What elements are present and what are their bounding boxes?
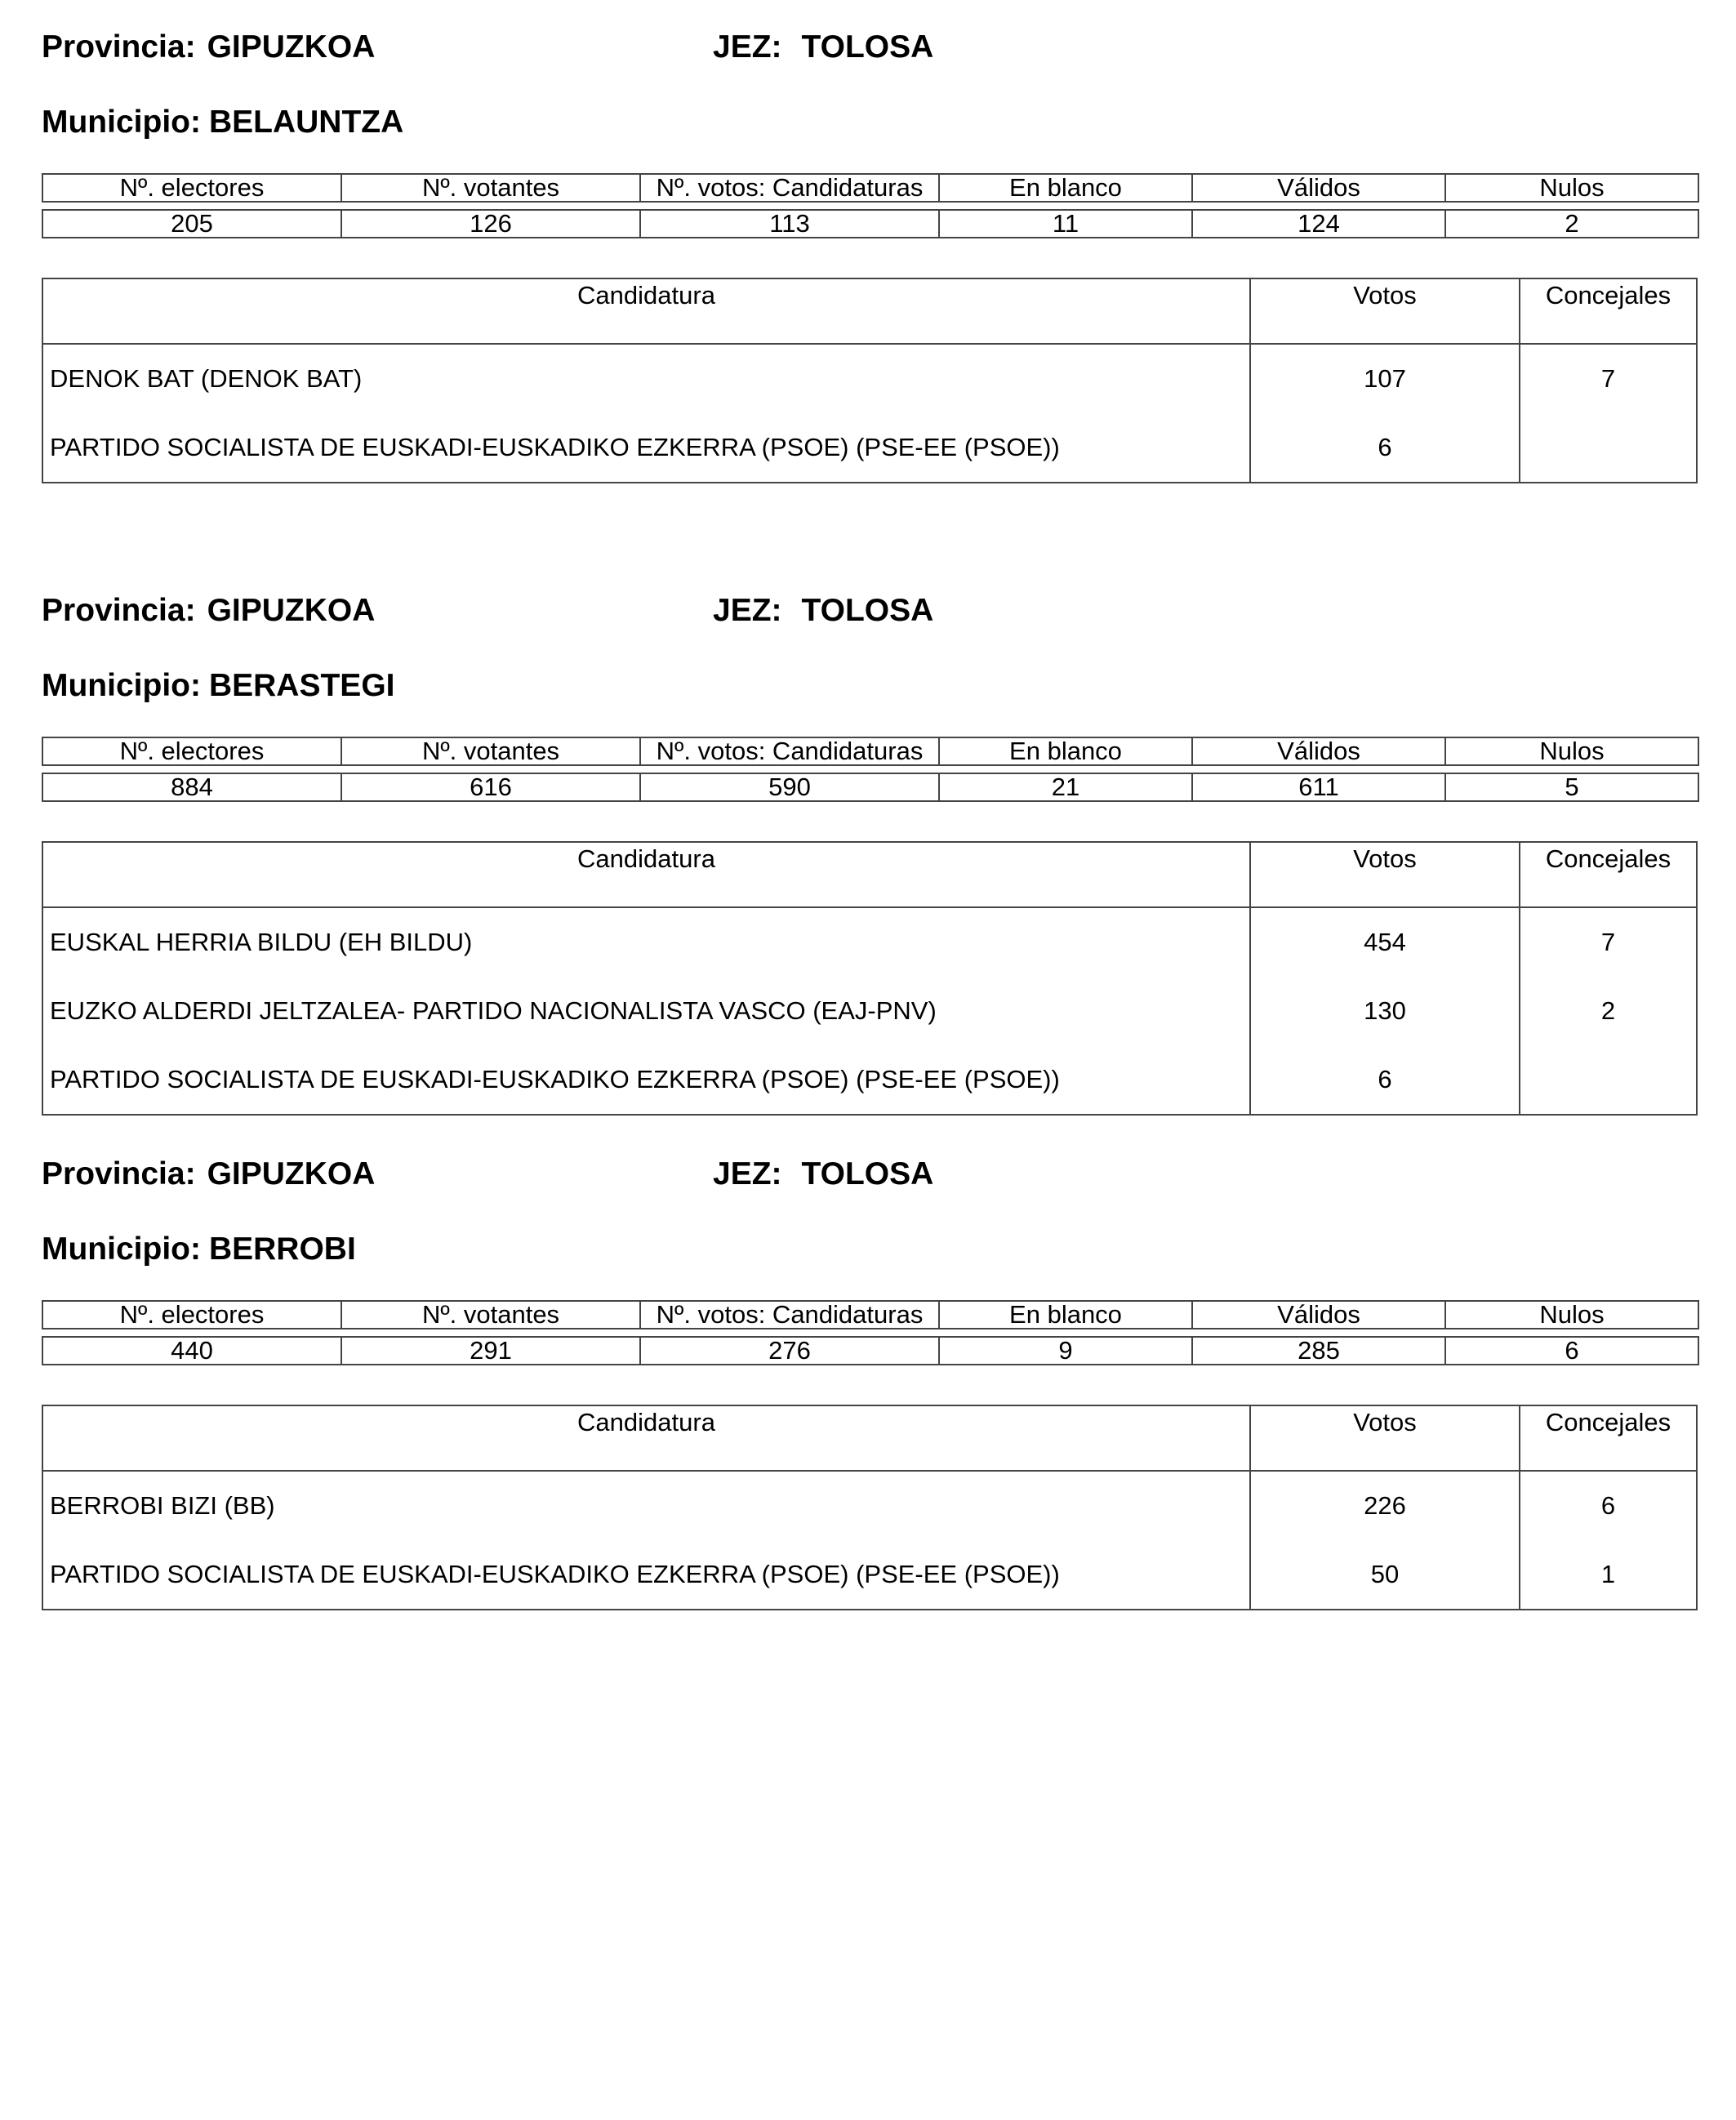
stats-value-nulos: 6 — [1445, 1337, 1698, 1365]
stats-table — [42, 1300, 1699, 1365]
municipio-label: Municipio: — [42, 105, 201, 140]
stats-value-votantes: 291 — [341, 1337, 640, 1365]
stats-value-votos-candidaturas: 113 — [640, 210, 939, 238]
stats-value-electores: 205 — [42, 210, 341, 238]
stats-header-electores: Nº. electores — [42, 737, 341, 765]
municipio-line — [42, 668, 395, 704]
candidatura-votos: 226 — [1251, 1472, 1520, 1540]
jez-line — [713, 29, 933, 65]
stats-value-nulos: 2 — [1445, 210, 1698, 238]
votos-header: Votos — [1251, 1406, 1520, 1470]
stats-value-electores: 884 — [42, 773, 341, 801]
provincia-label: Provincia: — [42, 29, 196, 65]
stats-header-validos: Válidos — [1192, 737, 1445, 765]
stats-header-validos: Válidos — [1192, 1301, 1445, 1329]
candidatura-votos: 454 — [1251, 908, 1520, 977]
stats-value-votantes: 126 — [341, 210, 640, 238]
stats-value-row — [42, 773, 1698, 801]
provincia-value: GIPUZKOA — [207, 1156, 376, 1191]
municipio-value: BELAUNTZA — [208, 105, 404, 140]
candidatura-name: BERROBI BIZI (BB) — [43, 1472, 1251, 1540]
candidatura-concejales — [1520, 413, 1696, 482]
provincia-line — [42, 593, 375, 629]
candidatura-name: PARTIDO SOCIALISTA DE EUSKADI-EUSKADIKO EZKERRA (PSOE) (PSE-EE (PSOE)) — [43, 1540, 1251, 1609]
provincia-label: Provincia: — [42, 593, 196, 628]
stats-header-en-blanco: En blanco — [939, 1301, 1192, 1329]
stats-value-row — [42, 1337, 1698, 1365]
candidatura-name: EUSKAL HERRIA BILDU (EH BILDU) — [43, 908, 1251, 977]
stats-header-electores: Nº. electores — [42, 1301, 341, 1329]
candidatura-votos: 130 — [1251, 977, 1520, 1045]
stats-value-votos-candidaturas: 276 — [640, 1337, 939, 1365]
stats-table — [42, 173, 1699, 238]
stats-header-votos-candidaturas: Nº. votos: Candidaturas — [640, 174, 939, 202]
candidatura-concejales — [1520, 1045, 1696, 1114]
candidatura-row — [43, 1472, 1696, 1540]
stats-value-row — [42, 210, 1698, 238]
candidatura-row — [43, 345, 1696, 413]
candidatura-votos: 6 — [1251, 1045, 1520, 1114]
candidatura-concejales: 7 — [1600, 364, 1616, 393]
candidatura-name: EUZKO ALDERDI JELTZALEA- PARTIDO NACIONALISTA VASCO (EAJ-PNV) — [43, 977, 1251, 1045]
jez-value: TOLOSA — [801, 593, 934, 628]
jez-label: JEZ: — [713, 593, 782, 628]
concejales-header: Concejales — [1545, 281, 1671, 310]
stats-value-validos: 124 — [1192, 210, 1445, 238]
provincia-label: Provincia: — [42, 1156, 196, 1191]
candidatura-header: Candidatura — [43, 1406, 1251, 1470]
municipio-value: BERASTEGI — [208, 668, 395, 703]
stats-header-votantes: Nº. votantes — [341, 1301, 640, 1329]
jez-value: TOLOSA — [801, 29, 934, 65]
stats-header-votantes: Nº. votantes — [341, 737, 640, 765]
stats-value-votos-candidaturas: 590 — [640, 773, 939, 801]
stats-header-row — [42, 174, 1698, 202]
candidatura-concejales: 1 — [1600, 1560, 1616, 1588]
municipio-line — [42, 105, 403, 140]
candidatura-concejales: 7 — [1600, 928, 1616, 956]
candidatura-name: PARTIDO SOCIALISTA DE EUSKADI-EUSKADIKO EZKERRA (PSOE) (PSE-EE (PSOE)) — [43, 1045, 1251, 1114]
candidatura-header: Candidatura — [43, 843, 1251, 906]
stats-header-electores: Nº. electores — [42, 174, 341, 202]
candidatura-row — [43, 1045, 1696, 1114]
stats-header-votantes: Nº. votantes — [341, 174, 640, 202]
candidatura-row — [43, 1540, 1696, 1609]
jez-line — [713, 1156, 933, 1192]
candidaturas-header-row — [43, 1406, 1696, 1472]
municipio-label: Municipio: — [42, 668, 201, 703]
stats-value-en-blanco: 9 — [939, 1337, 1192, 1365]
provincia-value: GIPUZKOA — [207, 593, 376, 628]
municipio-label: Municipio: — [42, 1231, 201, 1267]
candidaturas-table — [42, 278, 1698, 483]
candidatura-header: Candidatura — [43, 279, 1251, 343]
candidaturas-header-row — [43, 279, 1696, 345]
candidatura-name: PARTIDO SOCIALISTA DE EUSKADI-EUSKADIKO EZKERRA (PSOE) (PSE-EE (PSOE)) — [43, 413, 1251, 482]
provincia-value: GIPUZKOA — [207, 29, 376, 65]
candidatura-row — [43, 413, 1696, 482]
stats-value-validos: 611 — [1192, 773, 1445, 801]
municipio-value: BERROBI — [208, 1231, 356, 1267]
jez-line — [713, 593, 933, 629]
stats-header-row — [42, 1301, 1698, 1329]
stats-table — [42, 737, 1699, 802]
jez-value: TOLOSA — [801, 1156, 934, 1191]
stats-value-votantes: 616 — [341, 773, 640, 801]
stats-value-validos: 285 — [1192, 1337, 1445, 1365]
votos-header: Votos — [1251, 843, 1520, 906]
stats-header-validos: Válidos — [1192, 174, 1445, 202]
stats-header-en-blanco: En blanco — [939, 737, 1192, 765]
stats-value-electores: 440 — [42, 1337, 341, 1365]
concejales-header: Concejales — [1545, 1408, 1671, 1436]
candidatura-votos: 107 — [1251, 345, 1520, 413]
candidaturas-table — [42, 841, 1698, 1116]
stats-header-nulos: Nulos — [1445, 1301, 1698, 1329]
jez-label: JEZ: — [713, 1156, 782, 1191]
stats-value-en-blanco: 11 — [939, 210, 1192, 238]
stats-header-row — [42, 737, 1698, 765]
candidatura-concejales: 2 — [1600, 996, 1616, 1025]
stats-header-nulos: Nulos — [1445, 737, 1698, 765]
provincia-line — [42, 1156, 375, 1192]
stats-header-votos-candidaturas: Nº. votos: Candidaturas — [640, 1301, 939, 1329]
candidatura-concejales: 6 — [1600, 1491, 1616, 1520]
concejales-header: Concejales — [1545, 844, 1671, 873]
candidatura-votos: 50 — [1251, 1540, 1520, 1609]
candidatura-votos: 6 — [1251, 413, 1520, 482]
jez-label: JEZ: — [713, 29, 782, 65]
candidaturas-table — [42, 1405, 1698, 1610]
votos-header: Votos — [1251, 279, 1520, 343]
stats-value-nulos: 5 — [1445, 773, 1698, 801]
candidatura-row — [43, 908, 1696, 977]
candidatura-row — [43, 977, 1696, 1045]
candidatura-name: DENOK BAT (DENOK BAT) — [43, 345, 1251, 413]
stats-header-votos-candidaturas: Nº. votos: Candidaturas — [640, 737, 939, 765]
municipio-line — [42, 1231, 356, 1267]
stats-header-en-blanco: En blanco — [939, 174, 1192, 202]
stats-value-en-blanco: 21 — [939, 773, 1192, 801]
candidaturas-header-row — [43, 843, 1696, 908]
provincia-line — [42, 29, 375, 65]
stats-header-nulos: Nulos — [1445, 174, 1698, 202]
